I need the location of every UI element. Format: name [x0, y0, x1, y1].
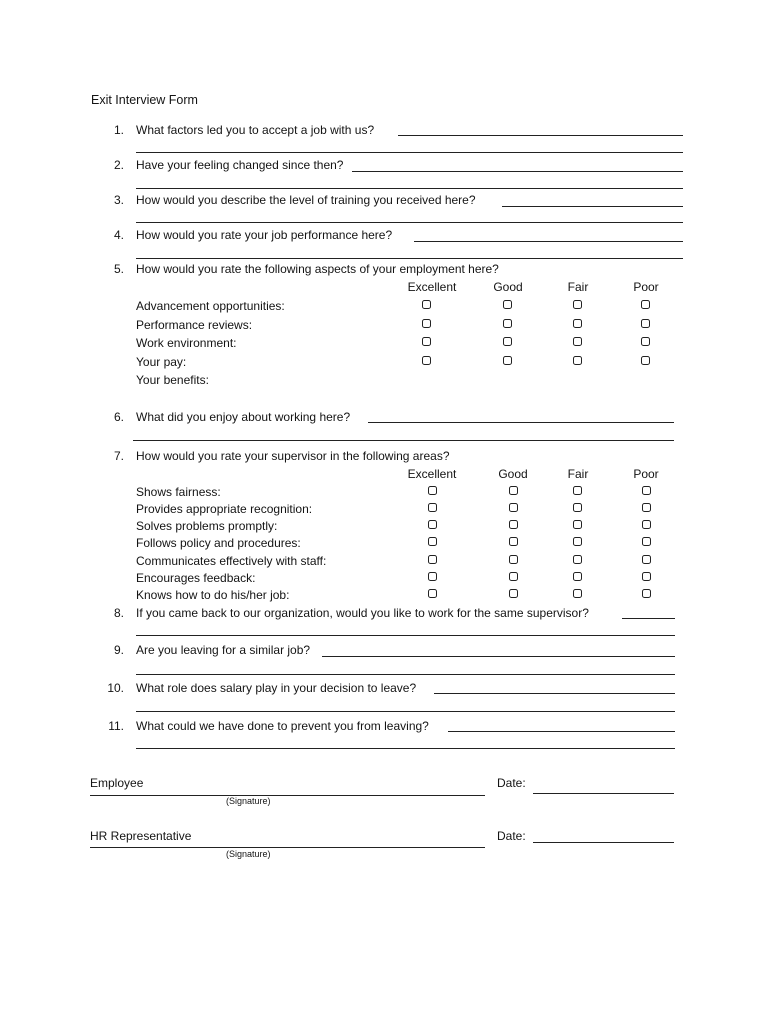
question-text: How would you rate your supervisor in the following areas? — [136, 449, 450, 463]
rating-checkbox[interactable] — [503, 356, 512, 365]
date-label: Date: — [497, 776, 526, 790]
rating-checkbox[interactable] — [509, 537, 518, 546]
signature-note: (Signature) — [226, 849, 271, 859]
supervisor-area-label: Encourages feedback: — [136, 571, 256, 585]
rating-checkbox[interactable] — [573, 486, 582, 495]
answer-line[interactable] — [136, 188, 683, 189]
question-number: 8. — [113, 606, 124, 620]
rating-checkbox[interactable] — [573, 589, 582, 598]
rating-checkbox[interactable] — [573, 555, 582, 564]
rating-checkbox[interactable] — [509, 589, 518, 598]
hr-representative-label: HR Representative — [90, 829, 192, 843]
question-number: 11. — [108, 719, 124, 733]
question-text: What could we have done to prevent you from leaving? — [136, 719, 429, 733]
rating-checkbox[interactable] — [428, 520, 437, 529]
answer-line[interactable] — [622, 618, 675, 619]
employee-label: Employee — [90, 776, 144, 790]
rating-checkbox[interactable] — [573, 319, 582, 328]
answer-line[interactable] — [136, 152, 683, 153]
rating-header-good: Good — [493, 280, 523, 294]
supervisor-area-label: Knows how to do his/her job: — [136, 588, 290, 602]
rating-checkbox[interactable] — [422, 300, 431, 309]
question-text: If you came back to our organization, would you like to work for the same supervisor? — [136, 606, 589, 620]
answer-line[interactable] — [136, 222, 683, 223]
rating-checkbox[interactable] — [509, 486, 518, 495]
aspect-label: Advancement opportunities: — [136, 299, 285, 313]
rating-checkbox[interactable] — [428, 589, 437, 598]
answer-line[interactable] — [133, 440, 674, 441]
question-number: 9. — [113, 643, 124, 657]
rating-checkbox[interactable] — [573, 356, 582, 365]
rating-checkbox[interactable] — [641, 300, 650, 309]
question-number: 7. — [113, 449, 124, 463]
rating-checkbox[interactable] — [428, 537, 437, 546]
answer-line[interactable] — [448, 731, 675, 732]
rating-checkbox[interactable] — [503, 337, 512, 346]
rating-checkbox[interactable] — [509, 572, 518, 581]
rating-checkbox[interactable] — [422, 356, 431, 365]
rating-checkbox[interactable] — [509, 503, 518, 512]
answer-line[interactable] — [398, 135, 683, 136]
aspect-label: Performance reviews: — [136, 318, 253, 332]
answer-line[interactable] — [434, 693, 675, 694]
rating-header-excellent: Excellent — [407, 280, 457, 294]
rating-checkbox[interactable] — [428, 555, 437, 564]
rating-checkbox[interactable] — [573, 537, 582, 546]
rating-header-poor: Poor — [633, 467, 659, 481]
answer-line[interactable] — [322, 656, 675, 657]
hr-signature-line[interactable] — [90, 847, 485, 848]
supervisor-area-label: Shows fairness: — [136, 485, 221, 499]
question-number: 1. — [113, 123, 124, 137]
question-number: 6. — [113, 410, 124, 424]
question-text: How would you rate your job performance here? — [136, 228, 393, 242]
date-label: Date: — [497, 829, 526, 843]
answer-line[interactable] — [136, 258, 683, 259]
question-text: What role does salary play in your decision to leave? — [136, 681, 417, 695]
supervisor-area-label: Communicates effectively with staff: — [136, 554, 327, 568]
answer-line[interactable] — [368, 422, 674, 423]
supervisor-area-label: Provides appropriate recognition: — [136, 502, 313, 516]
rating-header-poor: Poor — [633, 280, 659, 294]
rating-checkbox[interactable] — [642, 520, 651, 529]
employee-date-line[interactable] — [533, 793, 674, 794]
question-text: Are you leaving for a similar job? — [136, 643, 311, 657]
rating-checkbox[interactable] — [642, 486, 651, 495]
rating-checkbox[interactable] — [428, 503, 437, 512]
rating-checkbox[interactable] — [422, 337, 431, 346]
rating-checkbox[interactable] — [642, 572, 651, 581]
answer-line[interactable] — [414, 241, 683, 242]
rating-checkbox[interactable] — [509, 520, 518, 529]
rating-checkbox[interactable] — [642, 537, 651, 546]
question-number: 2. — [113, 158, 124, 172]
rating-header-good: Good — [498, 467, 528, 481]
rating-checkbox[interactable] — [428, 572, 437, 581]
question-text: How would you describe the level of training you received here? — [136, 193, 476, 207]
answer-line[interactable] — [136, 748, 675, 749]
question-number: 4. — [113, 228, 124, 242]
answer-line[interactable] — [502, 206, 683, 207]
rating-checkbox[interactable] — [503, 319, 512, 328]
rating-checkbox[interactable] — [509, 555, 518, 564]
rating-checkbox[interactable] — [422, 319, 431, 328]
rating-checkbox[interactable] — [503, 300, 512, 309]
rating-checkbox[interactable] — [642, 555, 651, 564]
question-text: What factors led you to accept a job with us? — [136, 123, 375, 137]
hr-date-line[interactable] — [533, 842, 674, 843]
rating-checkbox[interactable] — [573, 503, 582, 512]
rating-checkbox[interactable] — [641, 319, 650, 328]
rating-checkbox[interactable] — [573, 300, 582, 309]
rating-header-excellent: Excellent — [407, 467, 457, 481]
answer-line[interactable] — [352, 171, 683, 172]
question-number: 3. — [113, 193, 124, 207]
question-number: 5. — [113, 262, 124, 276]
rating-header-fair: Fair — [567, 467, 589, 481]
rating-header-fair: Fair — [567, 280, 589, 294]
rating-checkbox[interactable] — [642, 589, 651, 598]
signature-note: (Signature) — [226, 796, 271, 806]
question-text: How would you rate the following aspects of your employment here? — [136, 262, 499, 276]
rating-checkbox[interactable] — [641, 356, 650, 365]
answer-line[interactable] — [136, 674, 675, 675]
rating-checkbox[interactable] — [641, 337, 650, 346]
rating-checkbox[interactable] — [642, 503, 651, 512]
question-text: What did you enjoy about working here? — [136, 410, 351, 424]
question-text: Have your feeling changed since then? — [136, 158, 344, 172]
aspect-label: Your benefits: — [136, 373, 209, 387]
answer-line[interactable] — [136, 635, 675, 636]
aspect-label: Work environment: — [136, 336, 237, 350]
aspect-label: Your pay: — [136, 355, 187, 369]
answer-line[interactable] — [136, 711, 675, 712]
supervisor-area-label: Solves problems promptly: — [136, 519, 278, 533]
employee-signature-line[interactable] — [90, 795, 485, 796]
question-number: 10. — [107, 681, 124, 695]
rating-checkbox[interactable] — [573, 337, 582, 346]
rating-checkbox[interactable] — [573, 520, 582, 529]
supervisor-area-label: Follows policy and procedures: — [136, 536, 301, 550]
form-title: Exit Interview Form — [91, 93, 198, 107]
rating-checkbox[interactable] — [428, 486, 437, 495]
rating-checkbox[interactable] — [573, 572, 582, 581]
